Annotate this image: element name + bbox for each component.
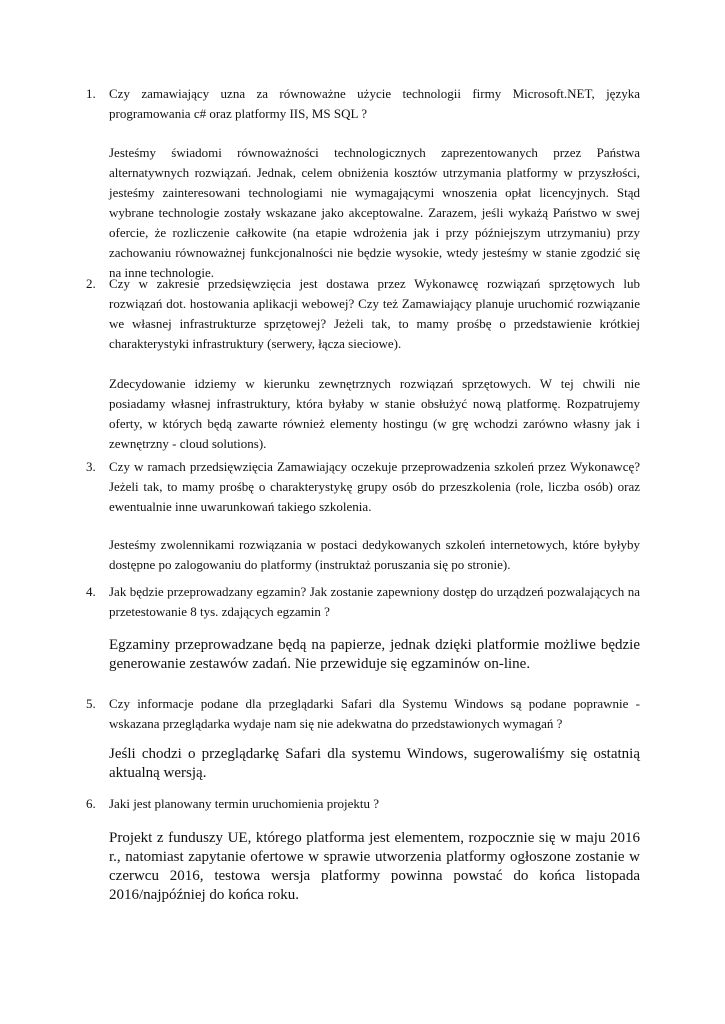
answer-text: Jesteśmy świadomi równoważności technologicznych zaprezentowanych przez Państwa alternatywnych rozwiązań. Jednak, celem obniżenia kosztów utrzymania platformy w przyszłości, jesteśmy zainteresowani technologiami nie wymagającymi wnoszenia opłat licencyjnych. Stąd wybrane technologie zostały wskazane jako akceptowalne. Zarazem, jeśli wykażą Państwo w swej ofercie, że rozliczenie całkowite (na etapie wdrożenia jak i przy późniejszym utrzymaniu) przy zachowaniu równoważnej funkcjonalności nie będzie wysokie, wtedy jesteśmy w stanie zgodzić się na inne technologie.	[109, 145, 640, 280]
question-text: Czy w zakresie przedsięwzięcia jest dostawa przez Wykonawcę rozwiązań sprzętowych lub rozwiązań dot. hostowania aplikacji webowej? Czy też Zamawiający planuje uruchomić rozwiązanie we własnej infrastrukturze sprzętowej? Jeżeli tak, to mamy prośbę o przedstawienie krótkiej charakterystyki infrastruktury (serwery, łącza sieciowe).	[109, 276, 640, 351]
item-number: 3.	[86, 459, 96, 474]
answer-text: Projekt z funduszy UE, którego platforma jest elementem, rozpocznie się w maju 2016 r., natomiast zapytanie ofertowe w sprawie utworzenia platformy ogłoszone zostanie w czerwcu 2016, testowa wersja platformy powinna powstać do końca listopada 2016/najpóźniej do końca roku.	[109, 830, 640, 903]
question-text: Czy informacje podane dla przeglądarki Safari dla Systemu Windows są podane poprawnie - wskazana przeglądarka wydaje nam się nie adekwatna do przedstawionych wymagań ?	[109, 696, 640, 731]
qa-item-2	[86, 274, 640, 454]
question-text: Czy w ramach przedsięwzięcia Zamawiający oczekuje przeprowadzenia szkoleń przez Wykonawcę? Jeżeli tak, to mamy prośbę o charakterystykę grupy osób do przeszkolenia (role, liczba osób) oraz ewentualnie inne uwarunkowań takiego szkolenia.	[109, 459, 640, 514]
qa-item-5	[86, 694, 640, 783]
answer-text: Egzaminy przeprowadzane będą na papierze, jednak dzięki platformie możliwe będzie generowanie zestawów zadań. Nie przewiduje się egzaminów on-line.	[109, 637, 640, 672]
answer-text: Jeśli chodzi o przeglądarkę Safari dla systemu Windows, sugerowaliśmy się ostatnią aktualną wersją.	[109, 746, 640, 781]
qa-item-3	[86, 457, 640, 575]
qa-item-4	[86, 582, 640, 674]
answer-text: Jesteśmy zwolennikami rozwiązania w postaci dedykowanych szkoleń internetowych, które byłyby dostępne po zalogowaniu do platformy (instruktaż poruszania się po stronie).	[109, 537, 640, 572]
item-number: 5.	[86, 696, 96, 711]
question-text: Czy zamawiający uzna za równoważne użycie technologii firmy Microsoft.NET, języka programowania c# oraz platformy IIS, MS SQL ?	[109, 86, 640, 121]
qa-item-1	[86, 84, 640, 283]
item-number: 4.	[86, 584, 96, 599]
answer-text: Zdecydowanie idziemy w kierunku zewnętrznych rozwiązań sprzętowych. W tej chwili nie posiadamy własnej infrastruktury, która byłaby w stanie obsłużyć nową platformę. Rozpatrujemy oferty, w których będą zawarte również elementy hostingu (w grę wchodzi zarówno własny jak i zewnętrzny - cloud solutions).	[109, 376, 640, 451]
question-text: Jaki jest planowany termin uruchomienia projektu ?	[109, 796, 380, 811]
item-number: 6.	[86, 796, 96, 811]
item-number: 2.	[86, 276, 96, 291]
item-number: 1.	[86, 86, 96, 101]
question-text: Jak będzie przeprowadzany egzamin? Jak zostanie zapewniony dostęp do urządzeń pozwalających na przetestowanie 8 tys. zdających egzamin ?	[109, 584, 640, 619]
qa-item-6	[86, 794, 640, 905]
